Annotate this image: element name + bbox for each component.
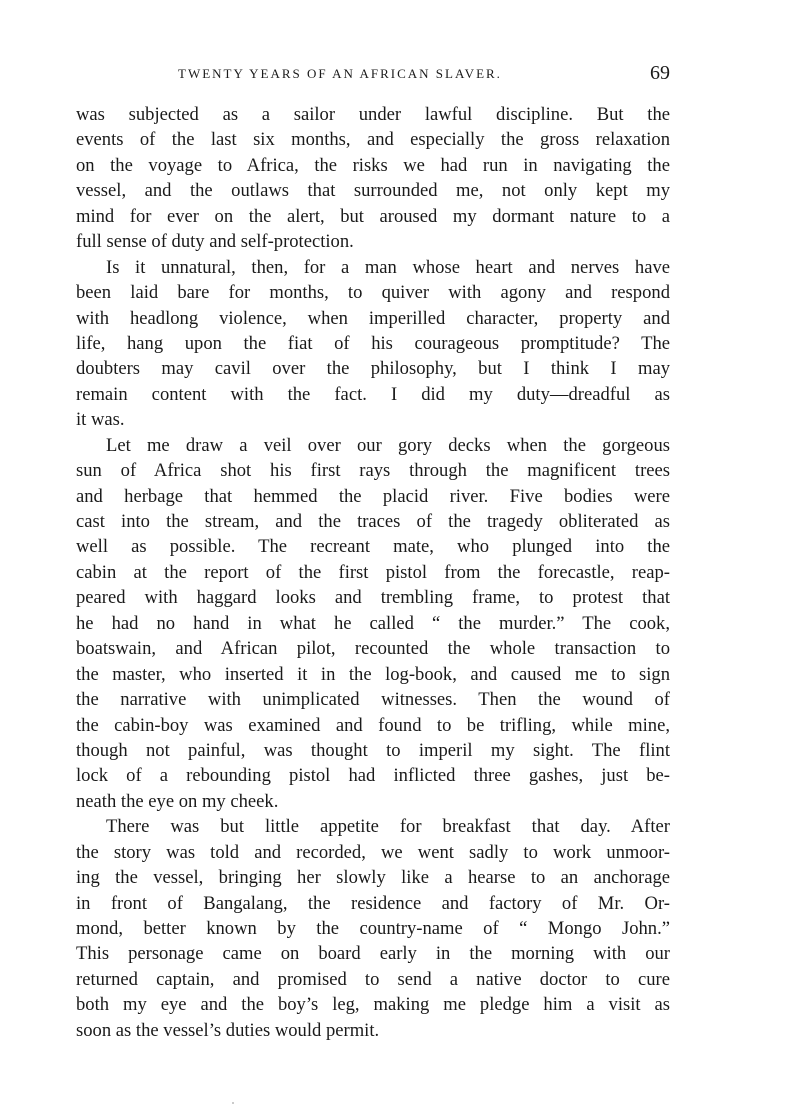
text-line: mind for ever on the alert, but aroused my dormant nature to a [76,205,670,227]
text-line: doubters may cavil over the philosophy, but I think I may [76,358,670,380]
text-line: remain content with the fact. I did my duty—dreadful as [76,383,670,405]
text-line: mond, better known by the country-name of “ Mongo John.” [76,918,670,939]
text-line: ing the vessel, bringing her slowly like a hearse to an anchorage [76,867,670,889]
paragraph-2 [76,255,670,433]
text-line: soon as the vessel’s duties would permit. [76,1019,380,1041]
print-speck [232,1102,234,1104]
page-number: 69 [650,62,670,84]
text-line: he had no hand in what he called “ the murder.” The cook, [76,612,670,634]
text-line: There was but little appetite for breakfast that day. After [106,816,670,838]
text-line: on the voyage to Africa, the risks we had run in navigating the [76,154,670,176]
text-line: neath the eye on my cheek. [76,790,279,812]
text-line: though not painful, was thought to imperil my sight. The flint [76,739,670,761]
text-line: and herbage that hemmed the placid river. Five bodies were [76,485,670,507]
paragraph-4 [76,814,670,1043]
text-line: both my eye and the boy’s leg, making me pledge him a visit as [76,994,670,1016]
text-line: been laid bare for months, to quiver with agony and respond [76,282,670,304]
text-line: the cabin-boy was examined and found to be trifling, while mine, [76,714,670,736]
running-title: TWENTY YEARS OF AN AFRICAN SLAVER. [178,66,502,81]
text-line: lock of a rebounding pistol had inflicted three gashes, just be- [76,765,670,787]
text-line: sun of Africa shot his first rays through the magnificent trees [76,460,670,482]
text-line: cast into the stream, and the traces of the tragedy obliterated as [76,511,670,532]
text-line: was subjected as a sailor under lawful discipline. But the [76,104,670,125]
paragraph-1 [76,102,670,255]
text-line: events of the last six months, and especially the gross relaxation [76,129,670,151]
text-line: in front of Bangalang, the residence and factory of Mr. Or- [76,892,670,914]
text-line: returned captain, and promised to send a native doctor to cure [76,968,670,990]
text-line: the master, who inserted it in the log-book, and caused me to sign [76,663,670,685]
text-line: peared with haggard looks and trembling frame, to protest that [76,587,670,609]
text-line: life, hang upon the fiat of his courageous promptitude? The [76,332,670,354]
text-line: well as possible. The recreant mate, who plunged into the [76,536,670,558]
text-line: vessel, and the outlaws that surrounded me, not only kept my [76,180,670,202]
text-line: Let me draw a veil over our gory decks when the gorgeous [106,434,670,456]
body-text [76,102,670,1043]
text-line: This personage came on board early in the morning with our [76,943,670,965]
text-line: boatswain, and African pilot, recounted the whole transaction to [76,638,670,660]
text-line: Is it unnatural, then, for a man whose heart and nerves have [106,256,670,278]
text-line: the story was told and recorded, we went sadly to work unmoor- [76,841,670,863]
text-line: it was. [76,409,125,431]
text-line: with headlong violence, when imperilled character, property and [76,307,670,329]
paragraph-3 [76,433,670,815]
text-line: full sense of duty and self-protection. [76,231,354,253]
text-line: cabin at the report of the first pistol from the forecastle, reap- [76,561,670,583]
text-line: the narrative with unimplicated witnesses. Then the wound of [76,689,670,711]
running-head [178,62,670,86]
